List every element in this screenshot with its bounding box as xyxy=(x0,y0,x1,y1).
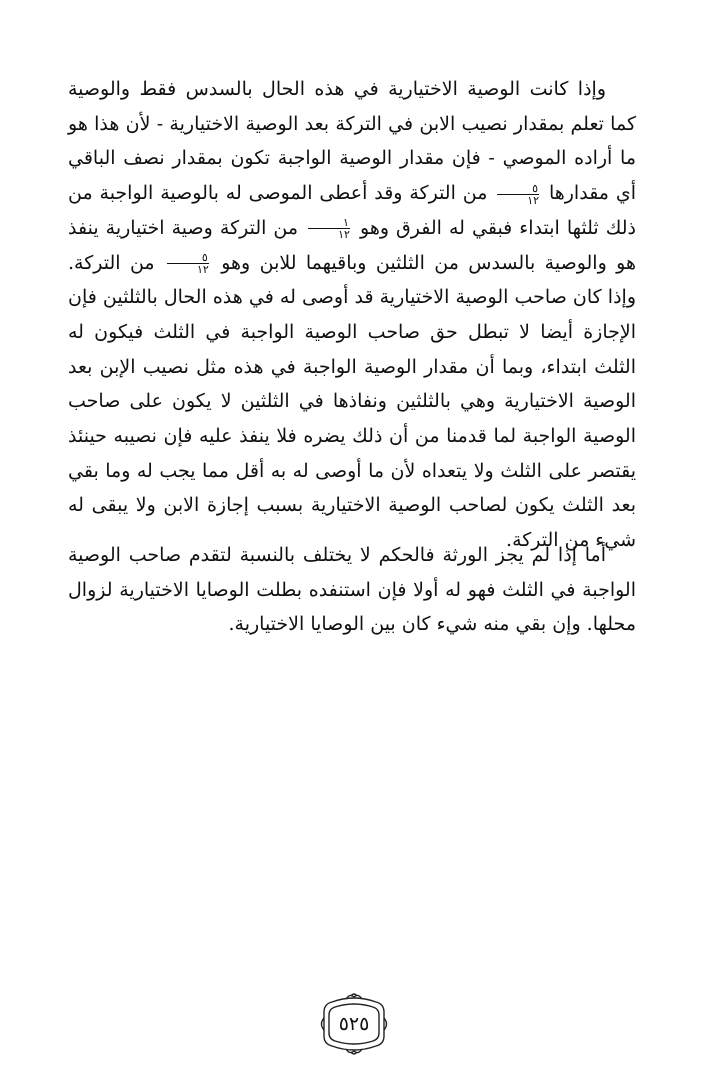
paragraph-1 xyxy=(68,72,636,558)
paragraph-2-text: أما إذا لم يجز الورثة فالحكم لا يختلف بالنسبة لتقدم صاحب الوصية الواجبة في الثلث فهو له أولا فإن استنفده بطلت الوصايا الاختيارية لزوال محلها. وإن بقي منه شيء كان بين الوصايا الاختيارية. xyxy=(68,544,636,636)
fraction-five-twelfths-2: $\frac{٥}{١٢}$ xyxy=(167,252,209,275)
page-number: ٥٢٥ xyxy=(338,1013,370,1035)
paragraph-1-text xyxy=(68,72,636,558)
page-number-badge xyxy=(318,992,390,1056)
paragraph-1-part-3: من التركة وصية اختيارية ينفذ هو والوصية بالسدس من الثلثين وباقيهما للابن وهو xyxy=(68,216,636,274)
fraction-five-twelfths-1: $\frac{٥}{١٢}$ xyxy=(497,183,539,206)
paragraph-1-part-4: من التركة. وإذا كان صاحب الوصية الاختيارية قد أوصى له في هذه الحال بالثلثين فإن الإجازة أيضا لا تبطل حق صاحب الوصية الواجبة في الثلث فيكون له الثلث ابتداء، وبما أن مقدار الوصية الواجبة في هذه مثل نصيب الإبن بعد الوصية الاختيارية وهي بالثلثين ونفاذها في الثلثين لا يكون على صاحب الوصية الواجبة لما قدمنا من أن ذلك يضره فلا ينفذ عليه فإن نصيبه حينئذ يقتصر على الثلث ولا يتعداه لأن ما أوصى له به أقل مما يجب له وما بقي بعد الثلث يكون لصاحب الوصية الاختيارية بسبب إجازة الابن ولا يبقى له شيء من التركة. xyxy=(68,251,636,552)
paragraph-1-part-2: من التركة وقد أعطى الموصى له بالوصية الواجبة من ذلك ثلثها ابتداء فبقي له الفرق وهو xyxy=(68,182,636,239)
paragraph-1-part-1: وإذا كانت الوصية الاختيارية في هذه الحال بالسدس فقط والوصية كما تعلم بمقدار نصيب الابن في التركة بعد الوصية الاختيارية - لأن هذا هو ما أراده الموصي - فإن مقدار الوصية الواجبة تكون بمقدار نصف الباقي أي مقدارها xyxy=(68,78,636,205)
fraction-one-twelfth: $\frac{١}{١٢}$ xyxy=(308,217,350,240)
paragraph-2 xyxy=(68,538,636,642)
